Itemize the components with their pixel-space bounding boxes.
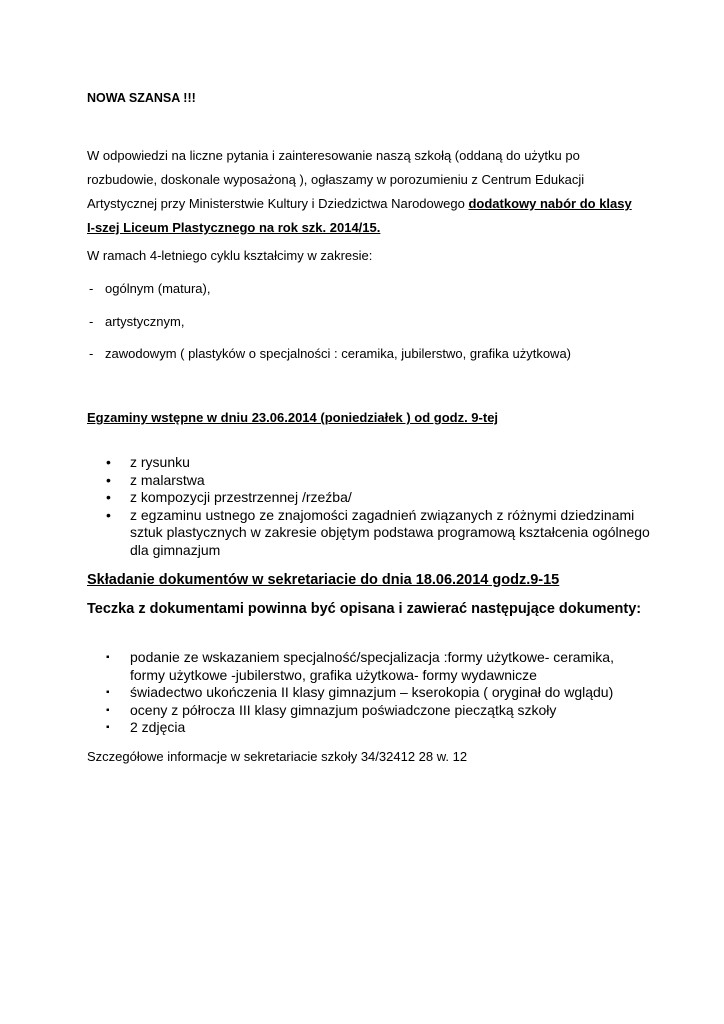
area-item [87, 314, 184, 329]
square-bullet-icon: ▪ [106, 722, 110, 733]
area-item [87, 346, 571, 361]
exam-item-text: z rysunku [130, 454, 190, 470]
bullet-icon: • [106, 506, 111, 523]
exam-item [106, 454, 650, 472]
exam-item [106, 471, 650, 490]
folder-note: Teczka z dokumentami powinna być opisana i zawierać następujące dokumenty: [87, 601, 642, 617]
document-item-text: oceny z półrocza III klasy gimnazjum poświadczone pieczątką szkoły [130, 701, 557, 718]
page-title: NOWA SZANSA !!! [87, 91, 196, 105]
area-item-text: ogólnym (matura), [105, 281, 211, 296]
square-bullet-icon: ▪ [106, 704, 110, 716]
dash-marker: - [89, 346, 94, 361]
square-bullet-icon: ▪ [106, 687, 110, 698]
intro-paragraph [87, 144, 642, 240]
documents-list [106, 649, 650, 737]
intro-highlight: dodatkowy nabór do klasy I-szej Liceum Plastycznego na rok szk. 2014/15. [87, 196, 632, 235]
area-item [87, 281, 210, 296]
dash-marker: - [89, 314, 94, 329]
details-info: Szczegółowe informacje w sekretariacie szkoły 34/32412 28 w. 12 [87, 749, 468, 764]
cycle-intro: W ramach 4-letniego cyklu kształcimy w zakresie: [87, 248, 373, 263]
exams-heading: Egzaminy wstępne w dniu 23.06.2014 (poniedziałek ) od godz. 9-tej [87, 410, 499, 425]
exam-item-text: z kompozycji przestrzennej /rzeźba/ [130, 489, 352, 505]
documents-deadline: Składanie dokumentów w sekretariacie do dnia 18.06.2014 godz.9-15 [87, 572, 560, 588]
exam-item-text: z egzaminu ustnego ze znajomości zagadnień związanych z różnymi dziedzinami sztuk plastycznych w zakresie objętym podstawa programową kształcenia ogólnego dla gimnazjum [130, 506, 650, 558]
exam-item [106, 506, 650, 560]
intro-text: W odpowiedzi na liczne pytania i zainteresowanie naszą szkołą (oddaną do użytku po rozbudowie, doskonale wyposażoną ), ogłaszamy w porozumieniu z Centrum Edukacji Artystycznej przy Ministerstwie Kultury i Dziedzictwa Narodowego [87, 148, 585, 211]
document-item-text: świadectwo ukończenia II klasy gimnazjum – kserokopia ( oryginał do wglądu) [130, 684, 614, 700]
document-item [106, 684, 650, 702]
exams-list [106, 454, 650, 559]
document-item-text: podanie ze wskazaniem specjalność/specjalizacja :formy użytkowe- ceramika, formy użytkowe -jubilerstwo, grafika użytkowa- formy wydawnicze [130, 649, 614, 683]
exam-item [106, 489, 650, 507]
area-item-text: artystycznym, [105, 314, 185, 329]
area-item-text: zawodowym ( plastyków o specjalności : ceramika, jubilerstwo, grafika użytkowa) [105, 346, 572, 361]
dash-marker: - [89, 281, 94, 296]
exam-item-text: z malarstwa [130, 471, 205, 488]
square-bullet-icon: ▪ [106, 652, 110, 663]
document-item [106, 649, 650, 684]
document-item [106, 701, 650, 720]
bullet-icon: • [106, 454, 111, 470]
document-item [106, 719, 650, 737]
bullet-icon: • [106, 471, 111, 488]
bullet-icon: • [106, 489, 111, 505]
document-item-text: 2 zdjęcia [130, 719, 186, 735]
